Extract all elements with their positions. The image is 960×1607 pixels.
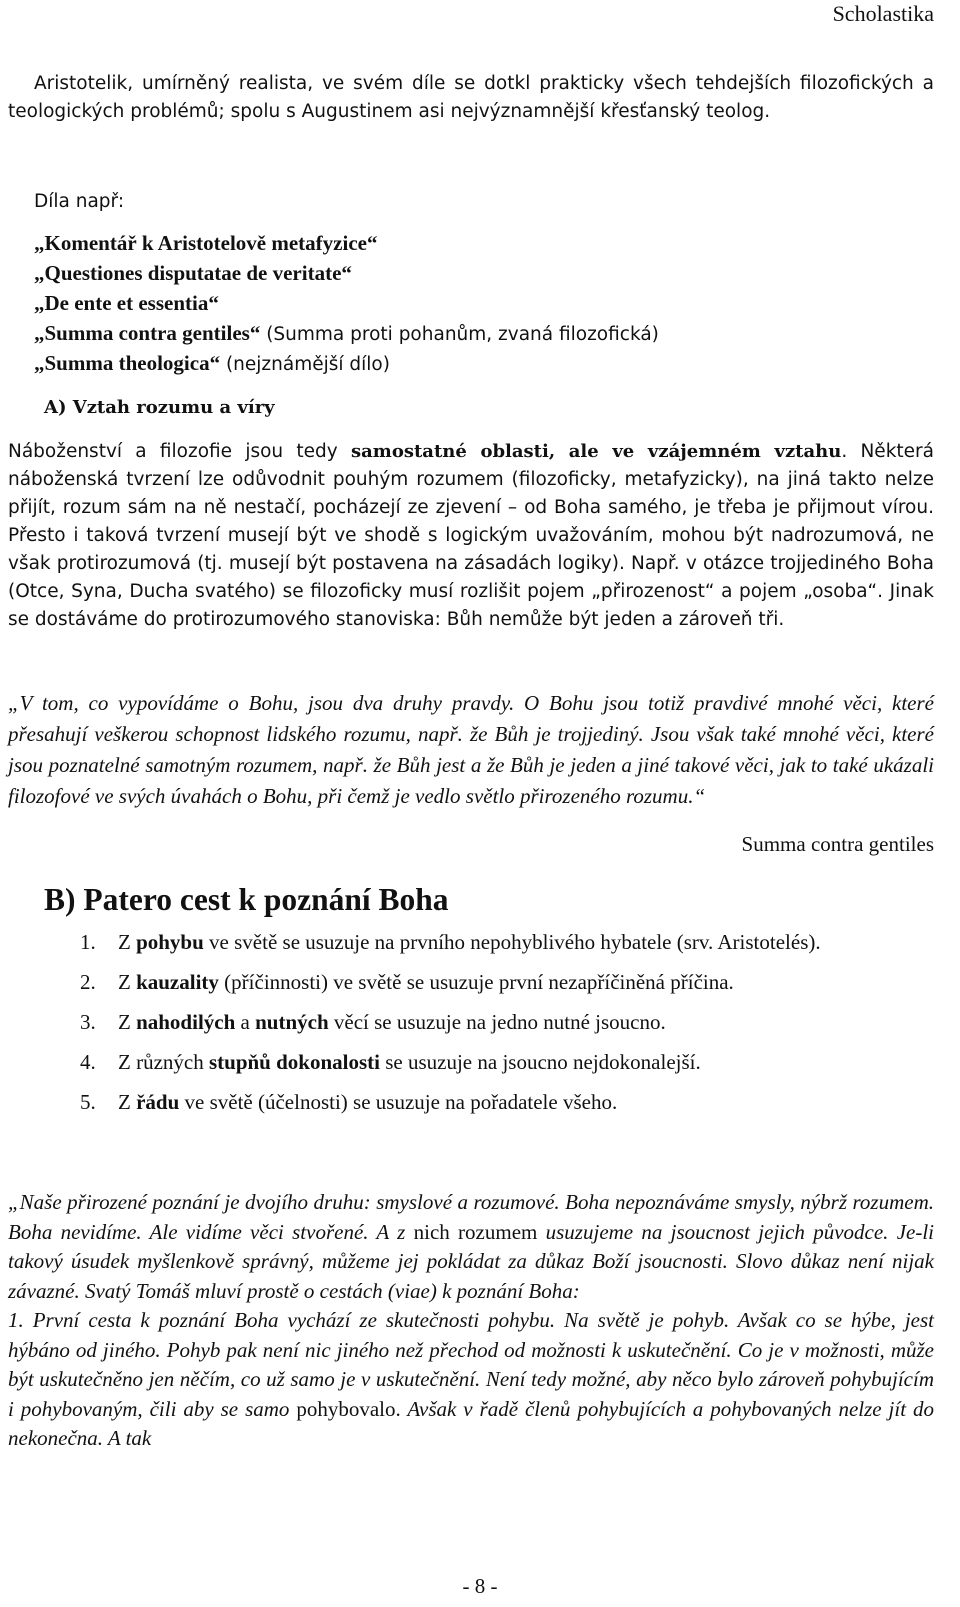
works-list xyxy=(34,228,659,378)
item-text: Z xyxy=(118,1010,137,1034)
list-item xyxy=(44,928,834,956)
quote-text-upright: nich rozumem xyxy=(413,1219,538,1244)
section-a-rest: . Některá náboženská tvrzení lze odůvodnit pouhým rozumem (filozoficky, metafyzicky), na jiná takto nelze přijít, rozum sám na ně nestačí, pocházejí ze zjevení – od Boha samého, je třeba je přijmout vírou. Přesto i taková tvrzení musejí být ve shodě s logickým uvažováním, mohou být nadrozumová, ne však protirozumová (tj. musejí být postavena na zásadách logiky). Např. v otázce trojjediného Boha (Otce, Syna, Ducha svatého) se filozoficky musí rozlišit pojem „přirozenost“ a pojem „osoba“. Jinak se dostáváme do protirozumového stanoviska: Bůh nemůže být jeden a zároveň tři. xyxy=(8,441,934,630)
work-note: (nejznámější dílo) xyxy=(220,354,390,375)
item-text: Z různých xyxy=(118,1050,209,1074)
quote-text-upright: pohybovalo. xyxy=(296,1396,401,1421)
work-note: (Summa proti pohanům, zvaná filozofická) xyxy=(260,324,659,345)
page-number: - 8 - xyxy=(462,1574,498,1598)
section-a-heading: A) Vztah rozumu a víry xyxy=(44,397,275,418)
quote-paragraph-long xyxy=(8,1188,934,1454)
section-a-lead: Náboženství a filozofie jsou tedy xyxy=(8,441,351,462)
item-text: Z xyxy=(118,930,137,954)
work-title: „De ente et essentia“ xyxy=(34,291,219,315)
list-item xyxy=(44,1048,834,1076)
item-emphasis: nutných xyxy=(255,1010,329,1034)
item-text: Z xyxy=(118,1090,137,1114)
quote-text: usuzujeme na jsoucnost jejich původce. Je-li takový úsudek myšlenkově správný, můžeme jej pokládat za důkaz Boží jsoucnosti. Slovo důkaz není nijak závazné. Svatý Tomáš mluví prostě o cestách (viae) k poznání Boha: xyxy=(8,1219,935,1303)
list-item xyxy=(34,348,659,378)
item-number: 3. xyxy=(80,1010,96,1034)
list-item xyxy=(34,228,659,258)
item-number: 4. xyxy=(80,1050,96,1074)
section-b-heading: B) Patero cest k poznání Boha xyxy=(44,882,449,917)
work-title: „Summa theologica“ xyxy=(34,351,221,375)
work-title: „Summa contra gentiles“ xyxy=(34,321,261,345)
quote-source: Summa contra gentiles xyxy=(741,832,934,856)
quote-text: 1. První cesta k poznání Boha vychází ze skutečnosti pohybu. Na světě je pohyb. Avšak co se hýbe, jest hýbáno od jiného. Pohyb pak není nic jiného než přechod od možnosti k uskutečnění. Co je v možnosti, může být uskutečněno jen něčím, co už samo je v uskutečnění. Není tedy možné, aby něco bylo zároveň pohybujícím i pohybovaným, čili aby se samo xyxy=(8,1308,934,1421)
item-text: a xyxy=(235,1010,256,1034)
item-emphasis: pohybu xyxy=(136,930,204,954)
list-item xyxy=(34,258,659,288)
ways-list xyxy=(44,928,834,1128)
item-text: se usuzuje na jsoucno nejdokonalejší. xyxy=(379,1050,701,1074)
list-item xyxy=(34,318,659,348)
intro-paragraph: Aristotelik, umírněný realista, ve svém díle se dotkl prakticky všech tehdejších filozofických a teologických problémů; spolu s Augustinem asi nejvýznamnější křesťanský teolog. xyxy=(8,73,934,122)
item-text: ve světě (účelnosti) se usuzuje na pořadatele všeho. xyxy=(179,1090,618,1114)
running-header: Scholastika xyxy=(832,1,934,26)
item-number: 5. xyxy=(80,1090,96,1114)
work-title: „Questiones disputatae de veritate“ xyxy=(34,261,352,285)
quote-text: Avšak v řadě členů pohybujících a pohybovaných nelze jít do nekonečna. A tak xyxy=(8,1396,934,1450)
item-text: věcí se usuzuje na jedno nutné jsoucno. xyxy=(328,1010,666,1034)
item-number: 1. xyxy=(80,930,96,954)
item-emphasis: kauzality xyxy=(136,970,219,994)
list-item xyxy=(44,1008,834,1036)
item-emphasis: řádu xyxy=(136,1090,180,1114)
item-text: ve světě se usuzuje na prvního nepohyblivého hybatele (srv. Aristotelés). xyxy=(203,930,821,954)
item-text: Z xyxy=(118,970,137,994)
works-heading: Díla např: xyxy=(34,191,125,212)
section-a-paragraph xyxy=(8,438,934,634)
quote-text: „Naše přirozené poznání je dvojího druhu: smyslové a rozumové. Boha nepoznáváme smysly, nýbrž rozumem. Boha nevidíme. Ale vidíme věci stvořené. A z xyxy=(8,1190,934,1244)
list-item xyxy=(44,1088,834,1116)
item-number: 2. xyxy=(80,970,96,994)
work-title: „Komentář k Aristotelově metafyzice“ xyxy=(34,231,378,255)
quote-paragraph: „V tom, co vypovídáme o Bohu, jsou dva druhy pravdy. O Bohu jsou totiž pravdivé mnohé věci, které přesahují veškerou schopnost lidského rozumu, např. že Bůh je trojjediný. Jsou však také mnohé věci, které jsou poznatelné samotným rozumem, např. že Bůh jest a že Bůh je jeden a jiné takové věci, jak to také ukázali filozofové ve svých úvahách o Bohu, při čemž je vedlo světlo přirozeného rozumu.“ xyxy=(8,691,934,808)
section-a-emphasis: samostatné oblasti, ale ve vzájemném vztahu xyxy=(351,441,842,462)
item-text: (příčinnosti) ve světě se usuzuje první nezapříčiněná příčina. xyxy=(218,970,734,994)
list-item xyxy=(44,968,834,996)
list-item xyxy=(34,288,659,318)
item-emphasis: nahodilých xyxy=(136,1010,236,1034)
item-emphasis: stupňů dokonalosti xyxy=(208,1050,380,1074)
